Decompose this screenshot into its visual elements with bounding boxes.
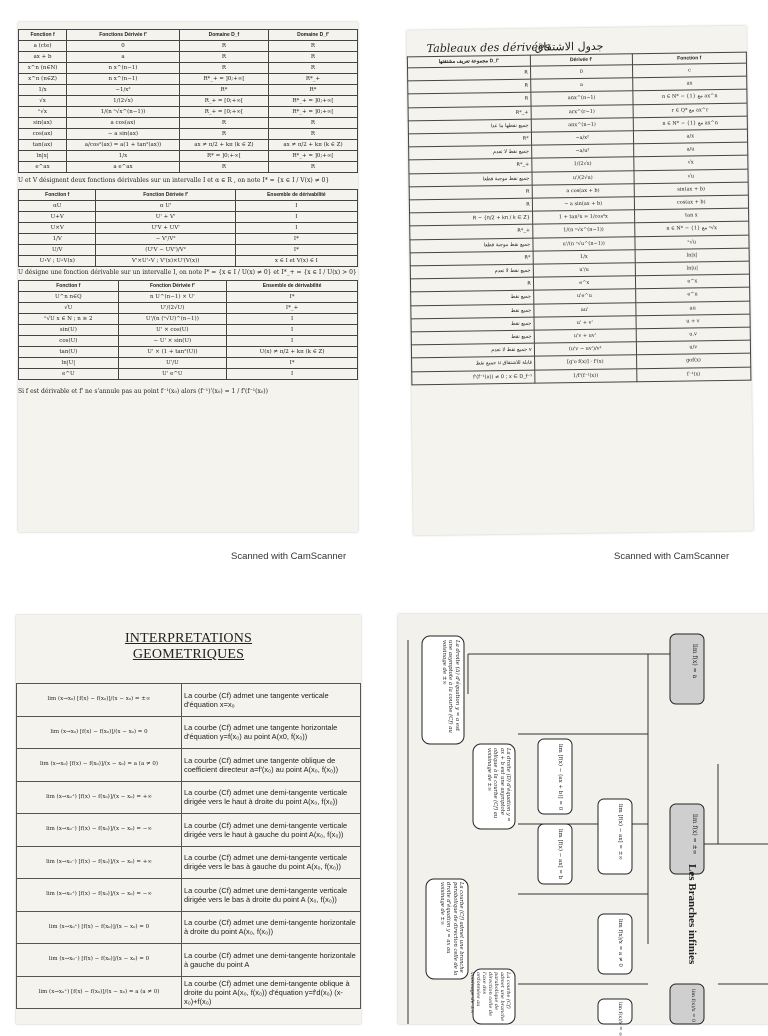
table-row	[19, 347, 358, 358]
table-cell: tan(U)	[19, 347, 119, 358]
table-cell: ax	[632, 76, 747, 91]
table-cell: e^ax	[19, 162, 67, 173]
table-row	[19, 74, 358, 85]
table-cell: R*_+	[268, 74, 357, 85]
table-cell: I*	[235, 245, 357, 256]
interpretation-row	[17, 814, 361, 847]
note-inverse: Si f est dérivable et f' ne s'annule pas au point f⁻¹(x₀) alors (f⁻¹)'(x₀) = 1 / f'(f⁻¹(x₀))	[18, 388, 268, 395]
table-cell: R*_+	[410, 225, 533, 240]
table-cell: − V'/V²	[96, 234, 235, 245]
column-header: مجموعة تعريف مشتقتها D_f'	[407, 55, 530, 68]
table-cell: I	[235, 223, 357, 234]
table-cell: au	[635, 301, 750, 316]
table-cell: n x^(n−1)	[67, 74, 180, 85]
table-cell: R − {π/2 + kπ / k ∈ Z}	[410, 211, 533, 226]
table-cell: R	[408, 79, 531, 94]
scan-page-derivatives-fr	[18, 22, 358, 532]
table-cell: f'(f⁻¹(x)) ≠ 0 ; x ∈ D_f⁻¹	[412, 370, 535, 385]
table-cell: V'×U'∘V ; V'(x)×U'(V(x))	[96, 256, 235, 267]
table-cell: R	[179, 118, 268, 129]
table-cell: R	[268, 118, 357, 129]
table-cell: جميع نقط u قابلة للاشتقاق	[412, 357, 535, 372]
table-cell: x^n (n∈Z)	[19, 74, 67, 85]
result-box-3: La courbe (Cf) admet une branche parabolique de direction celle de la droite d'équation y = ax au voisinage de ±∞	[438, 882, 464, 976]
table-cell: I	[227, 369, 358, 380]
interpretation-text: La courbe (Cf) admet une tangente horizontale d'équation y=f(x₀) au point A(x0, f(x₀))	[182, 716, 361, 749]
geo-title-line1: INTERPRETATIONS	[124, 631, 253, 646]
table-cell: U'/U	[118, 358, 226, 369]
table-cell: ⁿ√x	[19, 107, 67, 118]
table-cell: c	[632, 63, 747, 78]
table-cell: 0	[530, 65, 632, 80]
table-cell: 1/(n ⁿ√x^(n−1))	[67, 107, 180, 118]
table-cell: جميع نقط	[411, 291, 534, 306]
table-cell: 1/(2√x)	[532, 157, 634, 172]
limit-formula: lim (x→x₀⁻) [f(x) − f(x₀)]/(x − x₀) = −∞	[17, 814, 182, 847]
table-cell: n ∈ N* − {1} مع ax^n	[633, 90, 748, 105]
table-cell: U^n n∈Q	[19, 292, 119, 303]
table-cell: R*_+	[409, 159, 532, 174]
table-cell: [g'o f(x)] · f'(x)	[534, 355, 636, 370]
table-cell: R	[179, 52, 268, 63]
table-row	[19, 162, 358, 173]
table-cell: I*	[227, 292, 358, 303]
table-cell: e^U	[19, 369, 119, 380]
table-cell: R	[409, 185, 532, 200]
table-cell: جميع نقط لا تعدم	[409, 145, 532, 160]
table-cell: a/cos²(ax) = a(1 + tan²(ax))	[67, 140, 180, 151]
limit-formula: lim (x→x₀) [f(x) − f(x₀)]/(x − x₀) = 0	[17, 716, 182, 749]
result-box-4: La courbe (Cf) admet une branche parabolique de direction celle de l'axe des ordonnées au voisinage de ±∞	[469, 972, 511, 1022]
scan-page-derivatives-ar	[406, 26, 753, 536]
limit-formula: lim (x→x₀⁺) [f(x) − f(x₀)]/(x − x₀) = 0	[17, 911, 182, 944]
table-row	[19, 336, 358, 347]
result-box-2: La droite (D) d'équation y = ax + b est une asymptote oblique à la courbe (Cf) au voisinage de ±∞	[485, 748, 511, 822]
table-cell: a cos(ax)	[67, 118, 180, 129]
branches-title: Les Branches infinies	[686, 864, 698, 965]
table-cell: I	[227, 336, 358, 347]
table-row	[19, 358, 358, 369]
note-u-v: U et V désignent deux fonctions dérivables sur un intervalle I et α ∈ R , on note I* = {x ∈ I / V(x) ≠ 0}	[18, 177, 330, 184]
table-cell: U/V	[19, 245, 96, 256]
limit-formula: lim (x→x₀⁺) [f(x) − f(x₀)]/(x − x₀) = +∞	[17, 781, 182, 814]
table-cell: ln|u|	[635, 261, 750, 276]
table-cell: R*_+ = ]0;+∞[	[268, 96, 357, 107]
lim-f: lim f(x)/x = 0	[690, 989, 696, 1023]
table-cell: u'e^u	[533, 289, 635, 304]
table-row	[19, 303, 358, 314]
table-cell: e^x	[635, 274, 750, 289]
interpretation-row	[17, 976, 361, 1009]
table-cell: ln|U|	[19, 358, 119, 369]
table-cell: I*	[235, 234, 357, 245]
table-cell: U' e^U	[118, 369, 226, 380]
table-cell: u'/u	[533, 263, 635, 278]
table-cell: − a sin(ax + b)	[532, 197, 634, 212]
table-cell: e^u	[635, 288, 750, 303]
result-box-1: La droite (Δ) d'équation y = a est une asymptote à la courbe (Cf) au voisinage de ±∞	[440, 640, 460, 733]
table-cell: R	[179, 63, 268, 74]
table-cell: 1 + tan²x = 1/cos²x	[532, 210, 634, 225]
table-cell: R*_+	[408, 106, 531, 121]
arabic-derivatives-table	[407, 52, 752, 386]
table-cell: arx^(r−1)	[531, 104, 633, 119]
table-cell: cos(ax)	[19, 129, 67, 140]
table-row	[19, 85, 358, 96]
table-cell: R*	[179, 85, 268, 96]
table-cell: a	[530, 78, 632, 93]
table-cell: جميع نقط	[411, 330, 534, 345]
geo-title-line2: GEOMETRIQUES	[132, 647, 245, 662]
table-cell: − U' × sin(U)	[118, 336, 226, 347]
table-cell: n U^(n−1) × U'	[118, 292, 226, 303]
table-cell: R	[268, 162, 357, 173]
table-cell: (U'V − UV')/V²	[96, 245, 235, 256]
interpretation-text: La courbe (Cf) admet une demi-tangente verticale dirigée vers le bas à gauche du point A(x₀, f(x₀))	[182, 846, 361, 879]
table-row	[19, 201, 358, 212]
table-cell: 1/(n ⁿ√x^(n−1))	[532, 223, 634, 238]
table-row	[19, 151, 358, 162]
limit-formula: lim (x→x₀) [f(x) − f(x₀)]/(x − x₀) = ±∞	[17, 684, 182, 717]
caption-left: Scanned with CamScanner	[231, 551, 347, 562]
table-cell: ln|x|	[19, 151, 67, 162]
table-cell: R*_+ = ]0;+∞[	[179, 74, 268, 85]
column-header: Ensemble de dérivabilité	[227, 281, 358, 292]
column-header: Domaine D_f'	[268, 30, 357, 41]
table-cell: r ∈ Q* مع ax^r	[633, 103, 748, 118]
table-cell: U'/(2√U)	[118, 303, 226, 314]
table-row	[19, 107, 358, 118]
table-row	[19, 369, 358, 380]
table-cell: −a/x²	[531, 131, 633, 146]
table-cell: R	[408, 66, 531, 81]
table-cell: ⁿ√u	[635, 235, 750, 250]
table-cell: R	[179, 162, 268, 173]
table-row	[19, 212, 358, 223]
lim-center: lim f(x) = ±∞	[691, 814, 698, 855]
table-cell: U×V	[19, 223, 96, 234]
table-cell: I	[227, 314, 358, 325]
column-header: Fonction Dérivée f'	[118, 281, 226, 292]
table-row	[19, 118, 358, 129]
table-cell: U∘V ; U∘V(x)	[19, 256, 96, 267]
table-cell: ln|x|	[635, 248, 750, 263]
table-cell: a (cte)	[19, 41, 67, 52]
interpretation-row	[17, 944, 361, 977]
derivatives-operations-table	[18, 189, 358, 267]
table-cell: u' + v'	[534, 316, 636, 331]
column-header: Dérivée f'	[530, 54, 632, 66]
table-cell: R	[410, 277, 533, 292]
limit-formula: lim (x→x₀⁺) [f(x) − f(x₀)]/(x − x₀) = a (a ≠ 0)	[17, 976, 182, 1009]
table-cell: 0	[67, 41, 180, 52]
table-cell: sin(ax + b)	[634, 182, 749, 197]
table-cell: − a sin(ax)	[67, 129, 180, 140]
table-cell: u/v	[636, 340, 751, 355]
table-cell: 1/V	[19, 234, 96, 245]
table-cell: f⁻¹(x)	[636, 367, 751, 382]
interpretation-text: La courbe (Cf) admet une demi-tangente verticale dirigée vers le haut à droite du point A(x₀, f(x₀))	[182, 781, 361, 814]
table-cell: x^n (n∈N)	[19, 63, 67, 74]
table-cell: u'/(2√u)	[532, 170, 634, 185]
table-cell: x ∈ I et V(x) ∈ I	[235, 256, 357, 267]
table-cell: 1/x	[19, 85, 67, 96]
note-u: U désigne une fonction dérivable sur un intervalle I, on note I* = {x ∈ I / U(x) ≠ 0} et I*_+ = {x ∈ I / U(x) > 0}	[18, 269, 357, 276]
column-header: Fonction f	[19, 190, 96, 201]
table-cell: n ∈ N* − {1} مع ax^n	[633, 116, 748, 131]
table-cell: R	[408, 93, 531, 108]
table-cell: √u	[634, 169, 749, 184]
interpretation-text: La courbe (Cf) admet une demi-tangente horizontale à gauche du point A	[182, 944, 361, 977]
table-cell: R	[268, 129, 357, 140]
table-cell: ⁿ√U x ∈ N ; n ≥ 2	[19, 314, 119, 325]
table-cell: I*_+	[227, 303, 358, 314]
lim-d: lim f(x)/x = a ≠ 0	[617, 919, 623, 967]
table-cell: ax + b	[19, 52, 67, 63]
table-cell: جميع نقط موجبة قطعا	[409, 172, 532, 187]
table-cell: ax ≠ π/2 + kπ (k ∈ Z)	[179, 140, 268, 151]
table-cell: R*	[408, 132, 531, 147]
table-cell: U' + V'	[96, 212, 235, 223]
table-cell: جميع نقط	[411, 304, 534, 319]
table-cell: a e^ax	[67, 162, 180, 173]
table-cell: R	[268, 63, 357, 74]
table-cell: I	[227, 325, 358, 336]
limit-formula: lim (x→x₀) [f(x) − f(x₀)]/(x − x₀) = a (a ≠ 0)	[17, 749, 182, 782]
table-cell: anx^(n−1)	[531, 91, 633, 106]
limit-formula: lim (x→x₀⁻) [f(x) − f(x₀)]/(x − x₀) = +∞	[17, 846, 182, 879]
interpretation-row	[17, 911, 361, 944]
interpretation-row	[17, 879, 361, 912]
table-cell: α U'	[96, 201, 235, 212]
table-cell: n ∈ N* − {1} مع ⁿ√x	[634, 222, 749, 237]
table-cell: U'V + UV'	[96, 223, 235, 234]
interpretation-text: La courbe (Cf) admet une demi-tangente verticale dirigée vers le bas à droite du point A (x₀, f(x₀))	[182, 879, 361, 912]
table-row	[19, 41, 358, 52]
table-cell: tan(ax)	[19, 140, 67, 151]
table-cell: U' × (1 + tan²(U))	[118, 347, 226, 358]
column-header: Domaine D_f	[179, 30, 268, 41]
column-header: Ensemble de dérivabilité	[235, 190, 357, 201]
table-cell: e^x	[533, 276, 635, 291]
table-cell: a/u	[633, 142, 748, 157]
interpretation-row	[17, 846, 361, 879]
table-cell: a	[67, 52, 180, 63]
table-row	[19, 96, 358, 107]
interpretation-text: La courbe (Cf) admet une tangente oblique de coefficient directeur a=f'(x₀) au point A(x₀, f(x₀))	[182, 749, 361, 782]
column-header: Fonction f	[632, 52, 747, 65]
limit-formula: lim (x→x₀⁺) [f(x) − f(x₀)]/(x − x₀) = −∞	[17, 879, 182, 912]
column-header: Fonction f	[19, 281, 119, 292]
table-cell: R* = ]0;+∞[	[179, 151, 268, 162]
limit-formula: lim (x→x₀⁻) [f(x) − f(x₀)]/(x − x₀) = 0	[17, 944, 182, 977]
lim-a: lim [f(x) − (ax + b)] = 0	[557, 744, 563, 811]
table-cell: n x^(n−1)	[67, 63, 180, 74]
table-cell: −1/x²	[67, 85, 180, 96]
table-cell: (u'v − uv')/v²	[534, 342, 636, 357]
interpretation-row	[17, 749, 361, 782]
table-cell: جميع نقط	[411, 317, 534, 332]
table-row	[19, 234, 358, 245]
table-cell: R	[409, 198, 532, 213]
table-cell: R*_+ = ]0;+∞[	[268, 107, 357, 118]
table-cell: U+V	[19, 212, 96, 223]
interpretation-text: La courbe (Cf) admet une demi-tangente horizontale à droite du point A(x₀, f(x₀))	[182, 911, 361, 944]
table-cell: 1/x	[67, 151, 180, 162]
lim-b: lim [f(x) − ax] = b	[557, 829, 563, 880]
table-cell: −a/u²	[531, 144, 633, 159]
table-cell: tan x	[634, 208, 749, 223]
table-cell: √x	[633, 156, 748, 171]
table-cell: u'/(n ⁿ√u^(n−1))	[533, 236, 635, 251]
interpretation-row	[17, 684, 361, 717]
lim-top: lim f(x) = a	[691, 644, 698, 679]
caption-right: Scanned with CamScanner	[614, 551, 730, 562]
table-cell: √x	[19, 96, 67, 107]
table-cell: جميع نقطها ما عدا	[408, 119, 531, 134]
table-cell: R	[179, 129, 268, 140]
table-cell: R_+ = [0;+∞[	[179, 96, 268, 107]
column-header: Fonction f	[19, 30, 67, 41]
table-cell: u + v	[636, 314, 751, 329]
table-cell: a/x	[633, 129, 748, 144]
table-row	[19, 245, 358, 256]
table-cell: I	[235, 212, 357, 223]
table-cell: جميع نقط لا تعدم	[410, 264, 533, 279]
table-cell: 1/x	[533, 250, 635, 265]
table-cell: u'v + uv'	[534, 329, 636, 344]
lim-e: lim f(x)/x = ∞	[617, 1002, 623, 1036]
table-cell: U' × cos(U)	[118, 325, 226, 336]
table-cell: R*_+ = ]0;+∞[	[268, 151, 357, 162]
interpretation-text: La courbe (Cf) admet une demi-tangente verticale dirigée vers le haut à gauche du point A(x₀, f(x₀))	[182, 814, 361, 847]
table-cell: جميع نقط موجبة قطعا	[410, 238, 533, 253]
table-cell: cos(ax + b)	[634, 195, 749, 210]
table-row	[19, 63, 358, 74]
table-row	[19, 292, 358, 303]
table-row	[19, 140, 358, 151]
table-row	[19, 256, 358, 267]
table-cell: R	[268, 52, 357, 63]
table-cell: ax ≠ π/2 + kπ (k ∈ Z)	[268, 140, 357, 151]
arabic-title: جدول الاشتقاق	[534, 39, 604, 54]
table-cell: gof(x)	[636, 354, 751, 369]
table-row	[19, 129, 358, 140]
table-row	[19, 223, 358, 234]
table-cell: U(x) ≠ π/2 + kπ (k ∈ Z)	[227, 347, 358, 358]
table-cell: αU	[19, 201, 96, 212]
interpretation-row	[17, 781, 361, 814]
table-cell: 1/f'(f⁻¹(x))	[535, 368, 637, 383]
table-cell: anx^(n−1)	[531, 118, 633, 133]
scan-page-interpretations	[16, 615, 361, 1024]
table-row	[19, 314, 358, 325]
lim-c: lim [f(x) − ax] = ±∞	[617, 804, 623, 860]
scan-page-branches-infinies	[398, 614, 768, 1036]
table-cell: √U	[19, 303, 119, 314]
table-cell: R	[268, 41, 357, 52]
table-cell: sin(U)	[19, 325, 119, 336]
interpretations-table	[16, 683, 361, 1009]
handwritten-title: Tableaux des dérivées	[426, 40, 551, 56]
derivatives-composite-table	[18, 280, 358, 380]
table-row	[19, 325, 358, 336]
table-cell: sin(ax)	[19, 118, 67, 129]
table-cell: R_+ = [0;+∞[	[179, 107, 268, 118]
table-cell: U'/(n (ⁿ√U)^(n−1))	[118, 314, 226, 325]
interpretation-text: La courbe (Cf) admet une demi-tangente oblique à droite du point A(x₀, f(x₀)) d'équation y=f'd(x₀) (x-x₀)+f(x₀)	[182, 976, 361, 1009]
table-cell: R*	[410, 251, 533, 266]
table-cell: au'	[534, 302, 636, 317]
column-header: Fonctions Dérivée f'	[67, 30, 180, 41]
table-cell: R	[179, 41, 268, 52]
table-cell: 1/(2√x)	[67, 96, 180, 107]
column-header: Fonction Dérivée f'	[96, 190, 235, 201]
table-cell: u.v	[636, 327, 751, 342]
interpretation-row	[17, 716, 361, 749]
derivatives-basic-table	[18, 29, 358, 173]
table-cell: a cos(ax + b)	[532, 184, 634, 199]
interpretation-text: La courbe (Cf) admet une tangente verticale d'équation x=x₀	[182, 684, 361, 717]
table-cell: I*	[227, 358, 358, 369]
table-cell: cos(U)	[19, 336, 119, 347]
table-cell: R*	[268, 85, 357, 96]
table-row	[19, 52, 358, 63]
table-cell: جميع نقط لا تعدم v	[411, 343, 534, 358]
table-cell: I	[235, 201, 357, 212]
